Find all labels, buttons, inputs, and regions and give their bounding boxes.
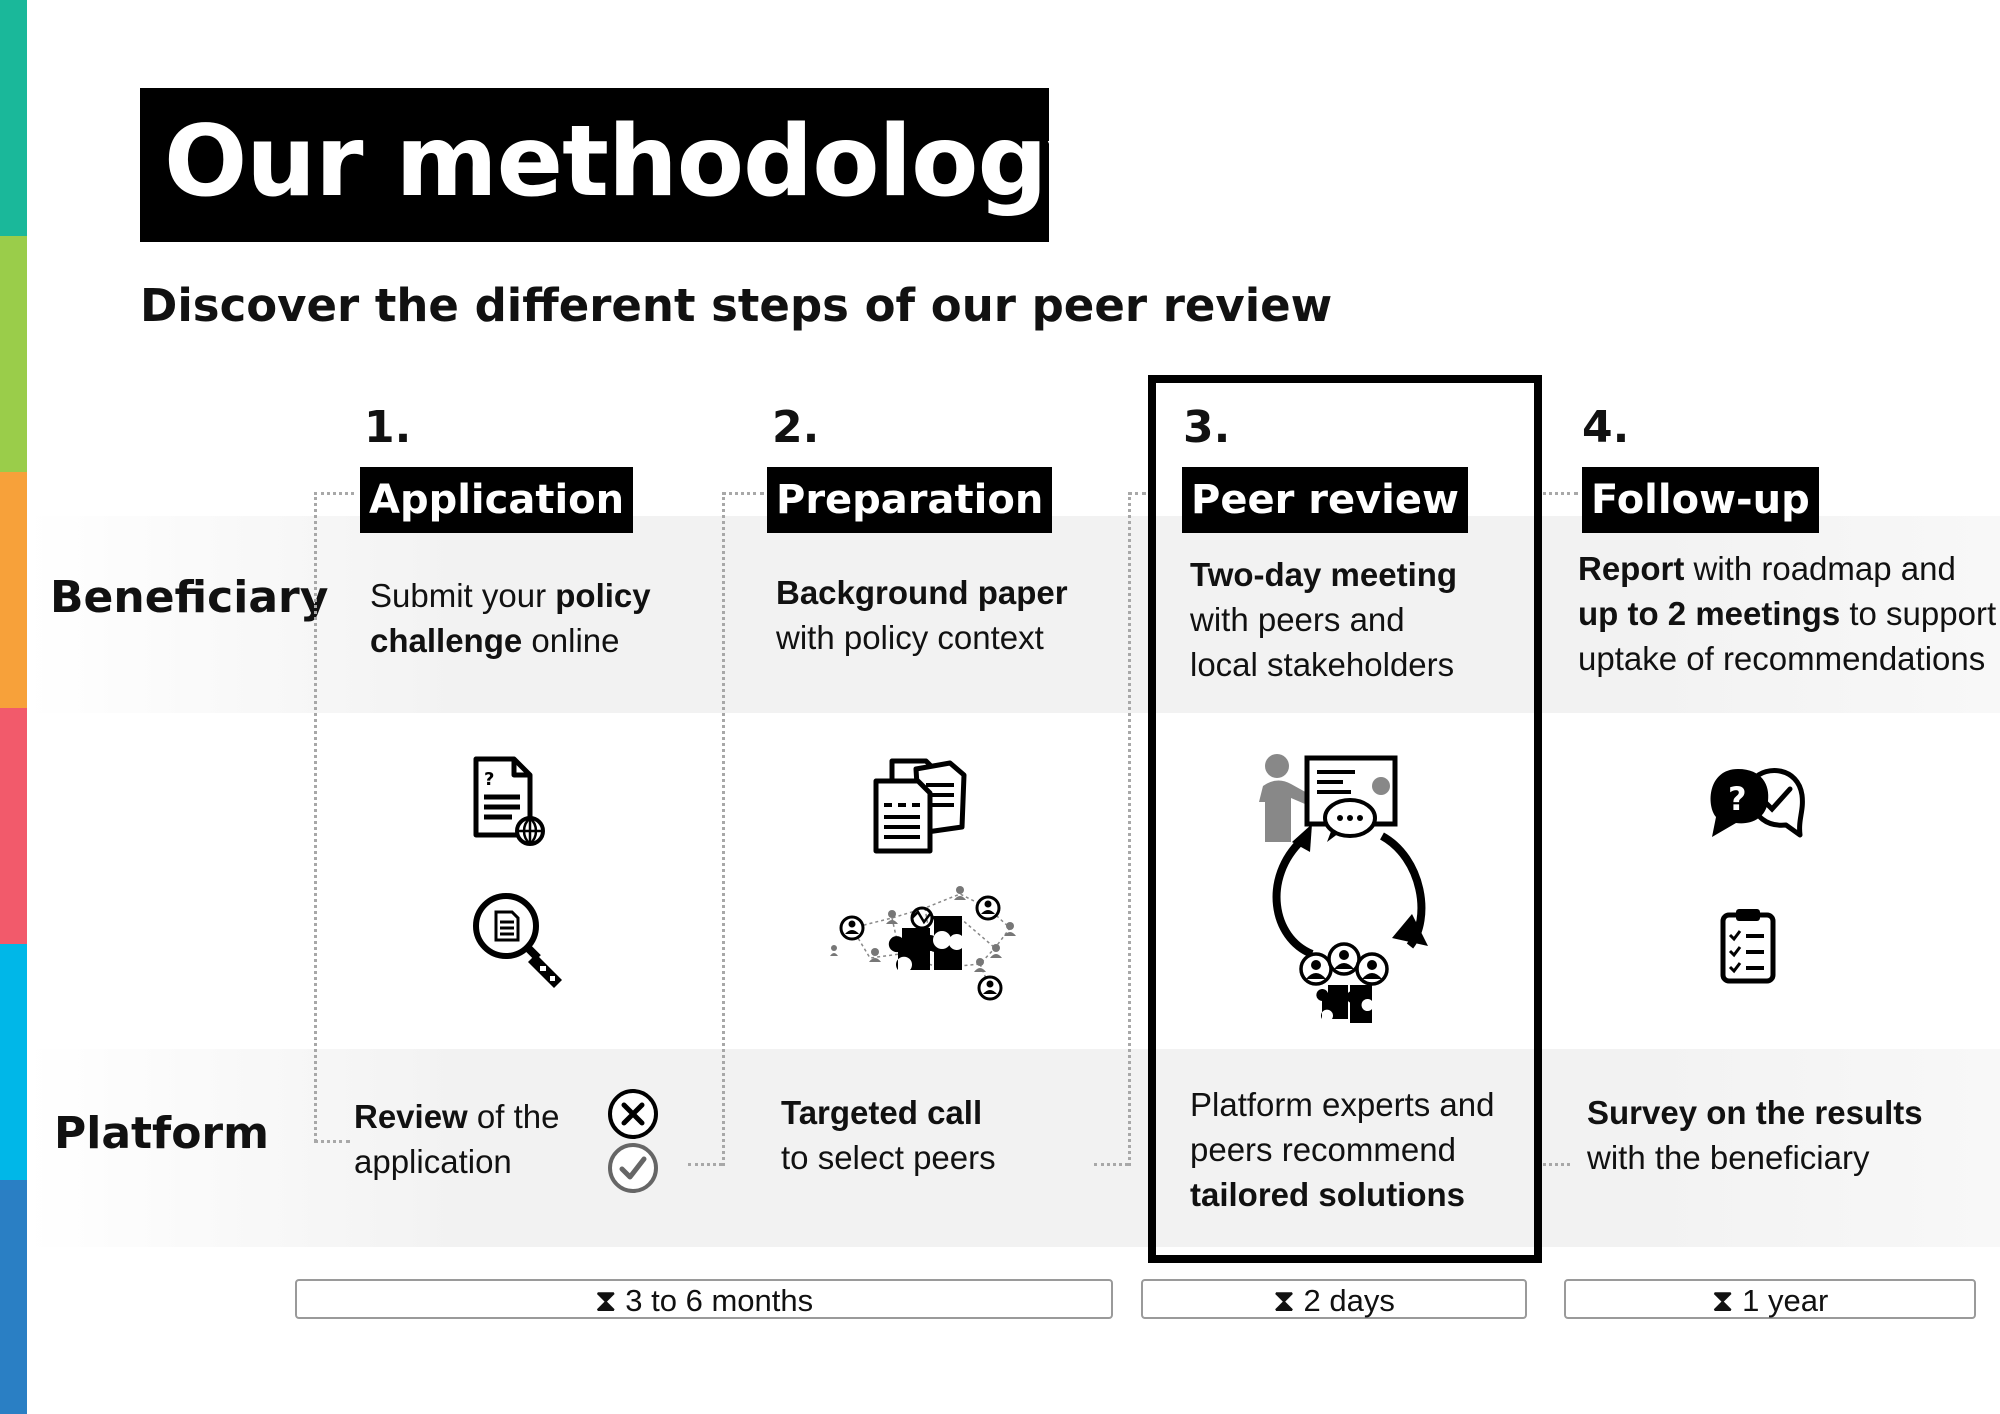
connector-line [688,1163,722,1166]
strip-segment [0,708,27,944]
strip-segment [0,944,27,1180]
network-puzzle-icon [830,878,1020,1003]
step-title-preparation: Preparation [767,467,1052,533]
duration-bar-steps-1-2 [295,1279,1113,1319]
svg-text:?: ? [484,769,495,790]
hourglass-icon: ⧗ [1273,1283,1295,1318]
application-document-icon [470,755,550,847]
strip-segment [0,472,27,708]
platform-text-4: Survey on the results with the beneficiary [1587,1094,1923,1176]
connector-line [722,492,764,495]
connector-line [1128,492,1146,495]
row-label-platform: Platform [54,1108,269,1159]
connector-line [314,1140,350,1143]
connector-line [314,492,354,495]
step-title-follow-up: Follow-up [1582,467,1819,533]
people-puzzle-icon [1292,935,1402,1025]
duration-bar-step-3 [1141,1279,1527,1319]
platform-text-3: Platform experts and peers recommend tailored solutions [1190,1086,1495,1213]
row-label-beneficiary: Beneficiary [50,572,329,623]
platform-text-1: Review of the application [354,1098,560,1180]
beneficiary-text-1: Submit your policy challenge online [370,577,651,659]
check-circle-icon [607,1142,659,1194]
svg-text:?: ? [1728,780,1747,818]
beneficiary-text-3: Two-day meeting with peers and local stakeholders [1190,556,1458,683]
connector-line [1128,492,1131,1166]
page-subtitle: Discover the different steps of our peer review [140,279,1333,332]
search-document-icon [468,888,572,992]
duration-label: 1 year [1742,1283,1829,1318]
strip-segment [0,1180,27,1414]
strip-segment [0,0,27,236]
title-banner [140,88,1110,242]
connector-line [314,492,317,1142]
papers-icon [870,755,970,855]
step-title-application: Application [360,467,633,533]
step-title-peer-review: Peer review [1182,467,1468,533]
step-number-4: 4. [1582,402,1630,453]
page-title: Our methodology [164,105,1110,219]
duration-label: 2 days [1303,1283,1395,1318]
clipboard-checklist-icon [1718,905,1780,985]
step-number-1: 1. [364,402,412,453]
duration-label: 3 to 6 months [625,1283,814,1318]
step-number-2: 2. [772,402,820,453]
connector-line [1536,492,1578,495]
hourglass-icon: ⧗ [1711,1283,1734,1318]
beneficiary-text-2: Background paper with policy context [776,574,1068,656]
step-number-3: 3. [1183,402,1231,453]
strip-segment [0,236,27,472]
connector-line [1094,1163,1128,1166]
hourglass-icon: ⧗ [594,1283,617,1318]
cross-circle-icon [607,1088,659,1140]
beneficiary-text-4: Report with roadmap and up to 2 meetings to support uptake of recommendations [1578,550,1997,677]
connector-line [722,492,725,1166]
platform-text-2: Targeted call to select peers [781,1094,996,1176]
duration-bar-step-4 [1564,1279,1976,1319]
question-check-bubbles-icon [1706,765,1806,840]
